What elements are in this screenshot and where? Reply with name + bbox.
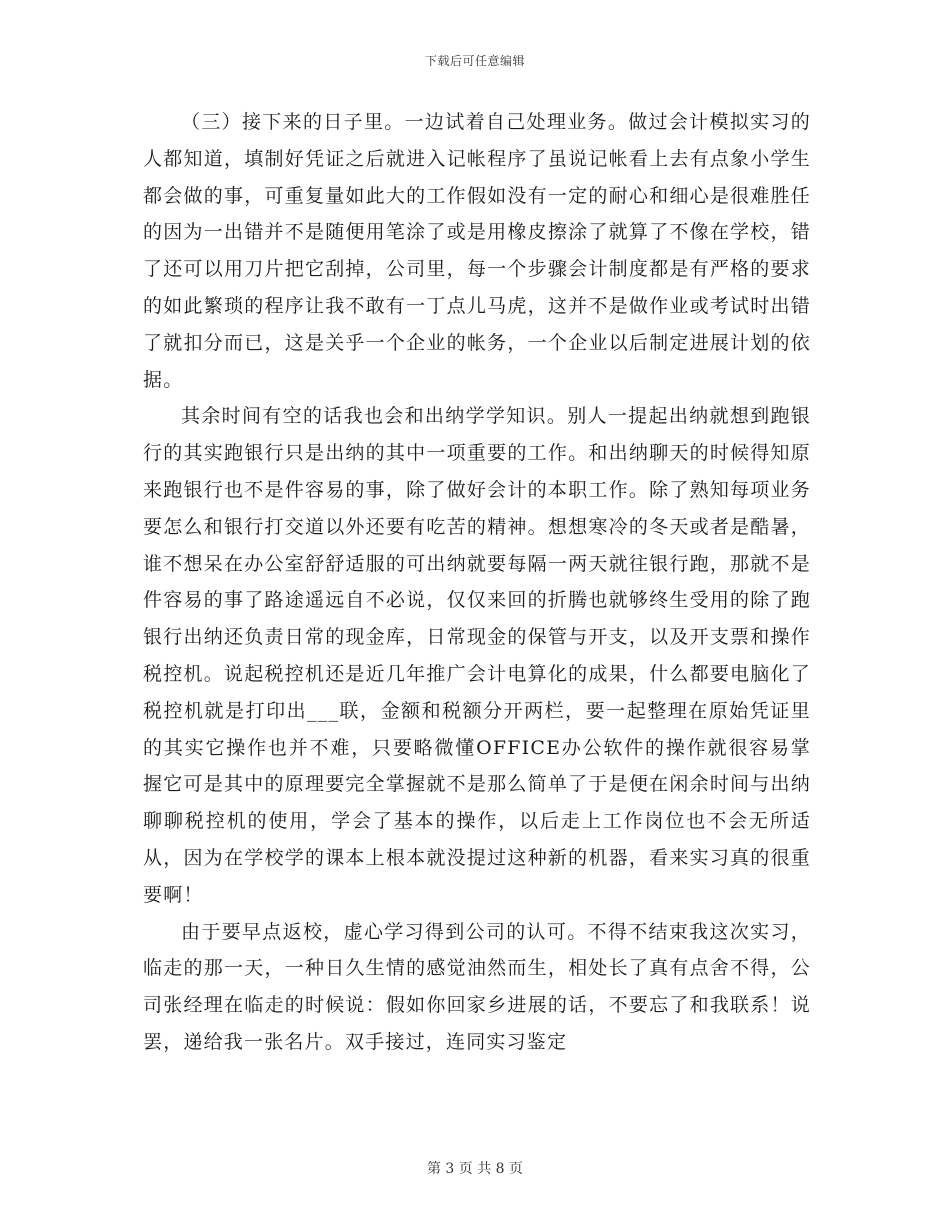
page-header-note: 下载后可任意编辑 (424, 54, 525, 68)
paragraph-2: 其余时间有空的话我也会和出纳学学知识。别人一提起出纳就想到跑银行的其实跑银行只是出纳的其中一项重要的工作。和出纳聊天的时候得知原来跑银行也不是件容易的事，除了做好会计的本职工作。除了熟知每项业务要怎么和银行打交道以外还要有吃苦的精神。想想寒冷的冬天或者是酷暑，谁不想呆在办公室舒舒适服的可出纳就要每隔一两天就往银行跑，那就不是件容易的事了路途遥远自不必说，仅仅来回的折腾也就够终生受用的除了跑银行出纳还负责日常的现金库，日常现金的保管与开支，以及开支票和操作税控机。说起税控机还是近几年推广会计电算化的成果，什么都要电脑化了税控机就是打印出___联，金额和税额分开两栏，要一起整理在原始凭证里的其实它操作也并不难，只要略微懂OFFICE办公软件的操作就很容易掌握它可是其中的原理要完全掌握就不是那么简单了于是便在闲余时间与出纳聊聊税控机的使用，学会了基本的操作，以后走上工作岗位也不会无所适从，因为在学校学的课本上根本就没提过这种新的机器，看来实习真的很重要啊！ (143, 405, 811, 906)
page-number: 第 3 页 共 8 页 (426, 1161, 524, 1177)
paragraph-1: （三）接下来的日子里。一边试着自己处理业务。做过会计模拟实习的人都知道，填制好凭证之后就进入记帐程序了虽说记帐看上去有点象小学生都会做的事，可重复量如此大的工作假如没有一定的耐心和细心是很难胜任的因为一出错并不是随便用笔涂了或是用橡皮擦涂了就算了不像在学校，错了还可以用刀片把它刮掉，公司里，每一个步骤会计制度都是有严格的要求的如此繁琐的程序让我不敢有一丁点儿马虎，这并不是做作业或考试时出错了就扣分而已，这是关乎一个企业的帐务，一个企业以后制定进展计划的依据。 (143, 111, 811, 391)
document-body (143, 104, 811, 1061)
paragraph-3: 由于要早点返校，虚心学习得到公司的认可。不得不结束我这次实习，临走的那一天，一种日久生情的感觉油然而生，相处长了真有点舍不得，公司张经理在临走的时候说：假如你回家乡进展的话，不要忘了和我联系！说罢，递给我一张名片。双手接过，连同实习鉴定 (143, 920, 811, 1053)
